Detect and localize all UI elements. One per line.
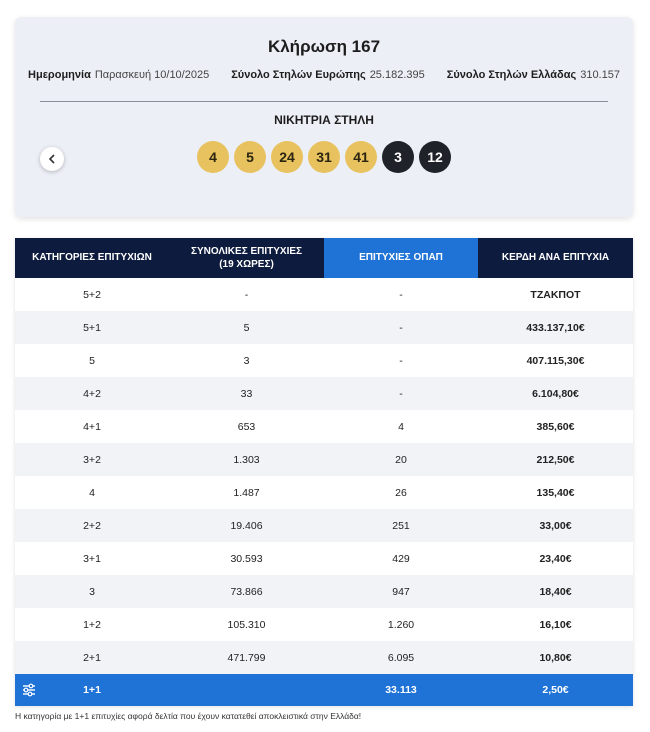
row-opap-wins: - (399, 354, 403, 367)
draw-meta (15, 69, 633, 81)
row-opap-wins: 947 (392, 585, 410, 598)
row-total-wins: 105.310 (227, 618, 266, 631)
table-row (15, 410, 633, 443)
row-total-wins: 30.593 (230, 552, 263, 565)
row-category: 2+2 (83, 519, 101, 532)
footer-category: 1+1 (83, 684, 101, 696)
europe-label: Σύνολο Στηλών Ευρώπης (231, 69, 366, 81)
row-total-wins: 33 (240, 387, 253, 400)
table-row (15, 509, 633, 542)
row-category: 3 (89, 585, 95, 598)
row-opap-wins: 20 (395, 453, 407, 466)
row-category: 1+2 (83, 618, 101, 631)
row-category: 4+2 (83, 387, 101, 400)
star-number-ball: 12 (419, 141, 451, 173)
table-header (15, 238, 633, 278)
header-total-line2: (19 ΧΩΡΕΣ) (219, 259, 274, 270)
row-prize: 10,80€ (539, 651, 572, 664)
row-prize: 212,50€ (536, 453, 575, 466)
footer-prize: 2,50€ (542, 684, 569, 696)
row-prize: 6.104,80€ (532, 387, 579, 400)
row-category: 5+2 (83, 288, 101, 301)
filter-icon[interactable] (21, 682, 37, 698)
row-category: 5+1 (83, 321, 101, 334)
row-opap-wins: 6.095 (387, 651, 415, 664)
draw-card (15, 17, 633, 217)
row-opap-wins: 1.260 (387, 618, 415, 631)
row-prize: 135,40€ (536, 486, 575, 499)
table-row (15, 476, 633, 509)
row-category: 3+2 (83, 453, 101, 466)
table-row (15, 344, 633, 377)
table-footer-row (15, 674, 633, 706)
row-opap-wins: 251 (392, 519, 410, 532)
main-number-ball: 24 (271, 141, 303, 173)
date-value: Παρασκευή 10/10/2025 (94, 69, 210, 81)
main-number-ball: 41 (345, 141, 377, 173)
row-opap-wins: - (399, 387, 403, 400)
row-total-wins: 73.866 (230, 585, 263, 598)
row-category: 4 (89, 486, 95, 499)
table-row (15, 443, 633, 476)
row-opap-wins: 429 (392, 552, 410, 565)
header-total-line1: ΣΥΝΟΛΙΚΕΣ ΕΠΙΤΥΧΙΕΣ (190, 245, 303, 257)
draw-date (28, 69, 209, 81)
table-row (15, 542, 633, 575)
table-row (15, 641, 633, 674)
table-row (15, 311, 633, 344)
footnote: Η κατηγορία με 1+1 επιτυχίες αφορά δελτία που έχουν κατατεθεί αποκλειστικά στην Ελλάδα! (15, 711, 362, 721)
table-row (15, 575, 633, 608)
draw-title: Κλήρωση 167 (267, 37, 381, 56)
star-number-ball: 3 (382, 141, 414, 173)
table-row (15, 278, 633, 311)
greece-label: Σύνολο Στηλών Ελλάδας (446, 69, 577, 81)
footer-opap: 33.113 (385, 684, 417, 696)
winning-numbers (15, 141, 633, 173)
row-total-wins: 1.303 (233, 453, 260, 466)
row-prize: 18,40€ (539, 585, 572, 598)
row-total-wins: 5 (243, 321, 250, 334)
europe-total (231, 69, 425, 81)
row-prize: 23,40€ (539, 552, 572, 565)
row-total-wins: 1.487 (233, 486, 260, 499)
table-row (15, 377, 633, 410)
header-prize: ΚΕΡΔΗ ΑΝΑ ΕΠΙΤΥΧΙΑ (501, 252, 610, 264)
row-category: 4+1 (83, 420, 101, 433)
main-number-ball: 31 (308, 141, 340, 173)
row-prize: 16,10€ (539, 618, 572, 631)
row-total-wins: - (244, 288, 249, 301)
greece-total (447, 69, 620, 81)
row-category: 2+1 (83, 651, 101, 664)
row-prize: 433.137,10€ (526, 321, 585, 334)
winning-column-label: ΝΙΚΗΤΡΙΑ ΣΤΗΛΗ (274, 113, 374, 127)
row-opap-wins: 4 (398, 420, 404, 433)
row-total-wins: 19.406 (230, 519, 263, 532)
date-label: Ημερομηνία (28, 69, 91, 81)
row-prize: ΤΖΑΚΠΟΤ (530, 288, 581, 301)
header-total-wins (169, 238, 324, 278)
row-opap-wins: - (399, 321, 403, 334)
header-opap-wins: ΕΠΙΤΥΧΙΕΣ ΟΠΑΠ (324, 238, 478, 278)
row-opap-wins: 26 (395, 486, 407, 499)
row-prize: 33,00€ (539, 519, 572, 532)
row-category: 3+1 (83, 552, 101, 565)
europe-value: 25.182.395 (369, 69, 425, 81)
row-category: 5 (89, 354, 95, 367)
header-categories: ΚΑΤΗΓΟΡΙΕΣ ΕΠΙΤΥΧΙΩΝ (32, 252, 152, 264)
divider (40, 101, 608, 102)
main-number-ball: 5 (234, 141, 266, 173)
main-number-ball: 4 (197, 141, 229, 173)
table-row (15, 608, 633, 641)
results-table (15, 238, 633, 706)
greece-value: 310.157 (580, 69, 620, 81)
row-total-wins: 3 (243, 354, 250, 367)
row-opap-wins: - (399, 288, 403, 301)
row-total-wins: 653 (237, 420, 256, 433)
row-prize: 385,60€ (536, 420, 575, 433)
row-prize: 407.115,30€ (526, 354, 585, 367)
row-total-wins: 471.799 (227, 651, 266, 664)
